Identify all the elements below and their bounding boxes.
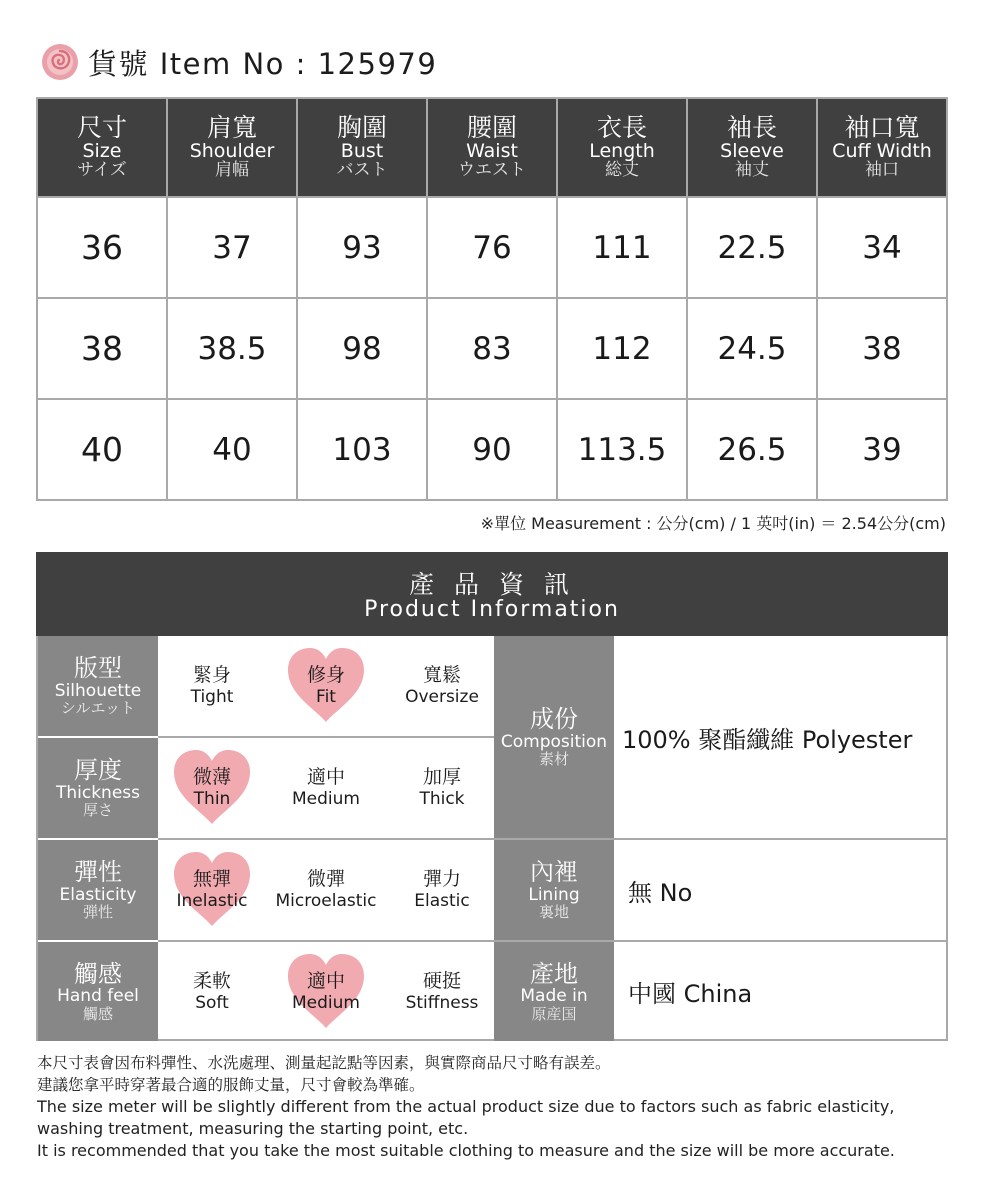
grid-line [158, 940, 946, 942]
silhouette-option-fit-selected: 修身 Fit [276, 648, 376, 724]
disclaimer-zh-1: 本尺寸表會因布料彈性、水洗處理、測量起訖點等因素，與實際商品尺寸略有誤差。 [37, 1054, 611, 1072]
lining-label: 內裡 Lining 裏地 [494, 840, 614, 940]
composition-value: 100% 聚酯纖維 Polyester [622, 725, 913, 754]
disclaimer-en-2: washing treatment, measuring the starting point, etc. [37, 1119, 469, 1138]
size-table-header [37, 98, 947, 197]
table-cell: 40 [167, 399, 297, 500]
table-cell: 36 [37, 197, 167, 298]
table-cell: 90 [427, 399, 557, 500]
elasticity-option-elastic: 彈力 Elastic [414, 867, 470, 912]
table-cell: 111 [557, 197, 687, 298]
elasticity-option-microelastic: 微彈 Microelastic [275, 867, 377, 912]
col-size: 尺寸 Size サイズ [37, 98, 167, 197]
size-table [36, 97, 948, 501]
silhouette-option-oversize: 寬鬆 Oversize [405, 663, 479, 708]
table-cell: 93 [297, 197, 427, 298]
made-in-label: 產地 Made in 原産国 [494, 942, 614, 1041]
product-info-panel [36, 552, 948, 1041]
elasticity-label: 彈性 Elasticity 弾性 [38, 840, 158, 940]
thickness-option-medium: 適中 Medium [292, 765, 360, 810]
table-cell: 38 [817, 298, 947, 399]
hand-feel-option-stiffness: 硬挺 Stiffness [405, 969, 479, 1014]
table-row [37, 298, 947, 399]
col-length: 衣長 Length 総丈 [557, 98, 687, 197]
table-cell: 103 [297, 399, 427, 500]
table-row [37, 399, 947, 500]
thickness-option-thin-selected: 微薄 Thin [162, 750, 262, 826]
lining-value: 無 No [628, 878, 693, 907]
grid-line [158, 736, 494, 738]
thickness-label: 厚度 Thickness 厚さ [38, 738, 158, 838]
disclaimer [37, 1052, 957, 1162]
table-cell: 113.5 [557, 399, 687, 500]
hand-feel-label: 觸感 Hand feel 觸感 [38, 942, 158, 1041]
table-cell: 38 [37, 298, 167, 399]
table-row [37, 197, 947, 298]
table-cell: 98 [297, 298, 427, 399]
disclaimer-en-1: The size meter will be slightly different from the actual product size due to factors such as fabric elasticity, [37, 1097, 895, 1116]
silhouette-option-tight: 緊身 Tight [190, 663, 234, 708]
hand-feel-option-medium-selected: 適中 Medium [276, 954, 376, 1030]
table-cell: 37 [167, 197, 297, 298]
disclaimer-en-3: It is recommended that you take the most suitable clothing to measure and the size will be more accurate. [37, 1141, 895, 1160]
table-cell: 112 [557, 298, 687, 399]
silhouette-label: 版型 Silhouette シルエット [38, 636, 158, 736]
product-info-title: 產 品 資 訊 Product Information [36, 552, 948, 636]
thickness-option-thick: 加厚 Thick [419, 765, 465, 810]
col-bust: 胸圍 Bust バスト [297, 98, 427, 197]
col-cuff-width: 袖口寬 Cuff Width 袖口 [817, 98, 947, 197]
table-cell: 83 [427, 298, 557, 399]
made-in-value: 中國 China [628, 980, 753, 1008]
col-sleeve: 袖長 Sleeve 袖丈 [687, 98, 817, 197]
composition-label: 成份 Composition 素材 [494, 636, 614, 838]
table-cell: 34 [817, 197, 947, 298]
item-header [40, 40, 437, 84]
table-cell: 38.5 [167, 298, 297, 399]
measurement-note: ※單位 Measurement : 公分(cm) / 1 英吋(in) ＝ 2.54公分(cm) [480, 514, 946, 533]
elasticity-option-inelastic-selected: 無彈 Inelastic [162, 852, 262, 928]
disclaimer-zh-2: 建議您拿平時穿著最合適的服飾丈量，尺寸會較為準確。 [37, 1076, 425, 1094]
col-waist: 腰圍 Waist ウエスト [427, 98, 557, 197]
table-cell: 40 [37, 399, 167, 500]
table-cell: 76 [427, 197, 557, 298]
table-cell: 39 [817, 399, 947, 500]
col-shoulder: 肩寬 Shoulder 肩幅 [167, 98, 297, 197]
table-cell: 22.5 [687, 197, 817, 298]
grid-line [158, 838, 946, 840]
rose-icon [40, 42, 80, 82]
hand-feel-option-soft: 柔軟 Soft [192, 969, 231, 1014]
item-number-title: 貨號 Item No : 125979 [88, 46, 438, 81]
table-cell: 24.5 [687, 298, 817, 399]
table-cell: 26.5 [687, 399, 817, 500]
